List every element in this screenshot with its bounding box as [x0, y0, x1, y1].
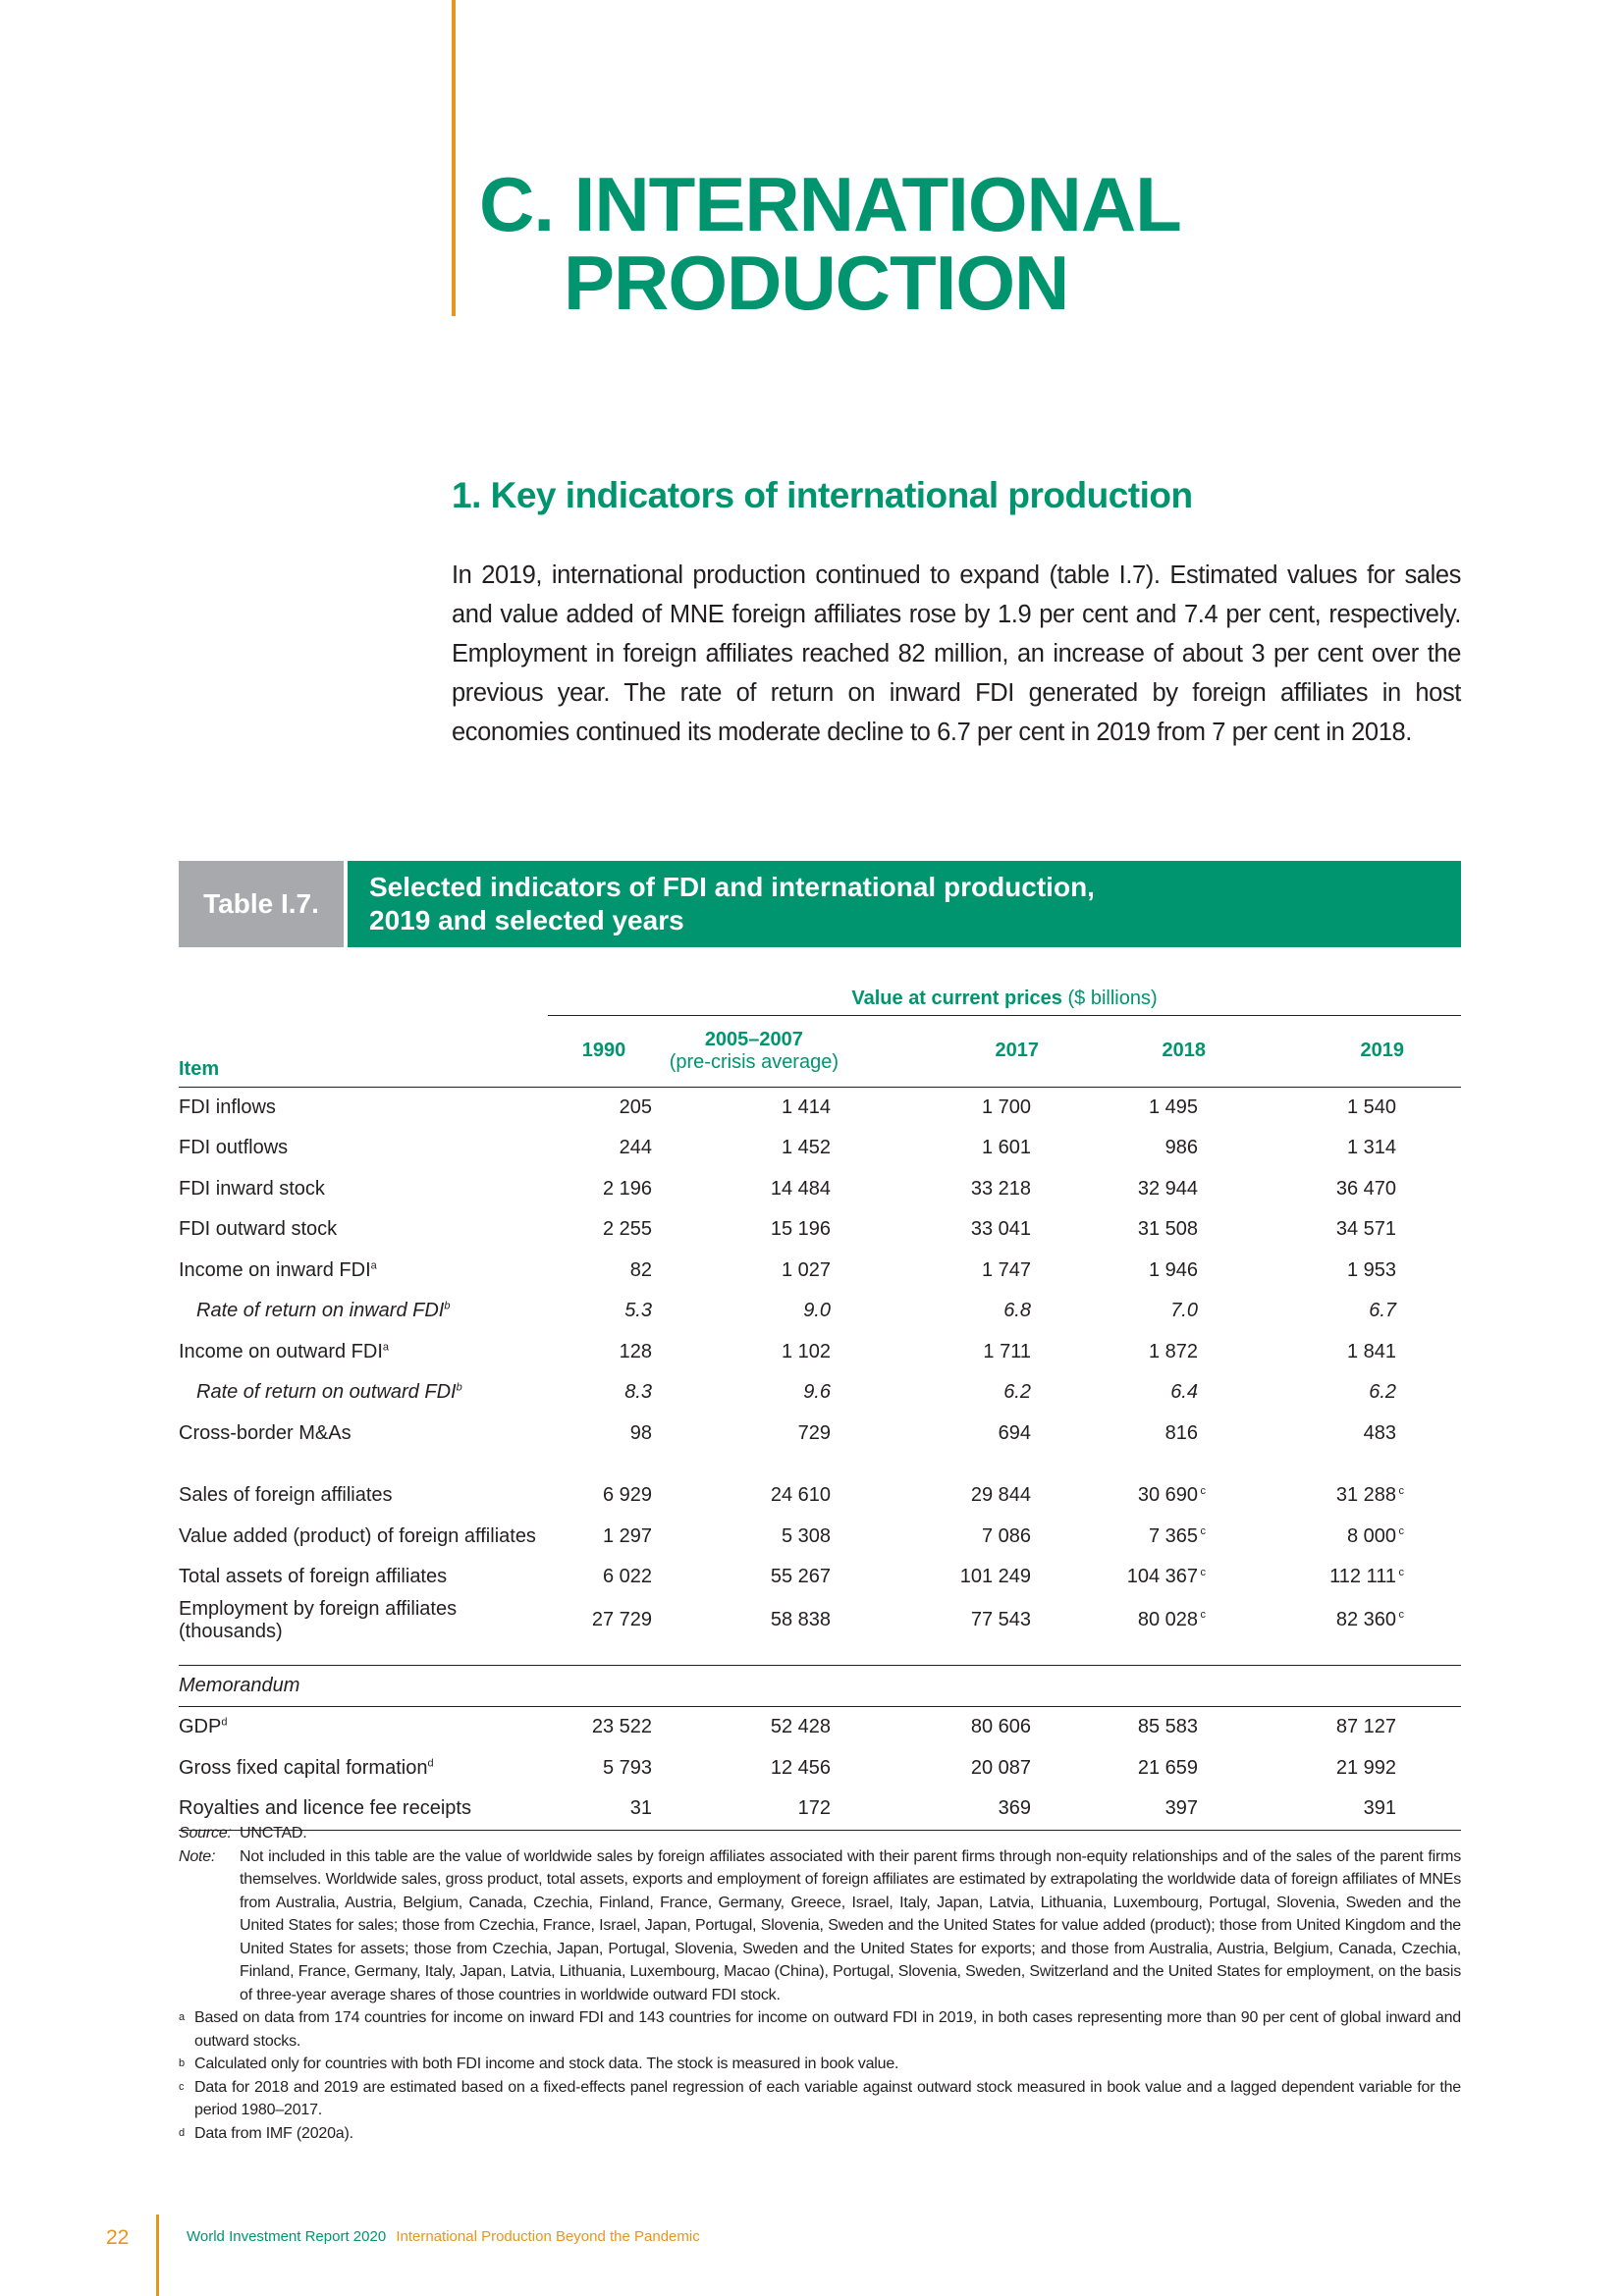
table-row [179, 1517, 1461, 1558]
chapter-title-line2: PRODUCTION [564, 240, 1069, 326]
intro-paragraph: In 2019, international production continued to expand (table I.7). Estimated values for sales and value added of MNE foreign affiliates rose by 1.9 per cent and 7.4 per cent, respectively. Employment in foreign affiliates reached 82 million, an increase of about 3 per cent over the previous year. The rate of return on inward FDI generated by foreign affiliates in host economies continued its moderate decline to 6.7 per cent in 2019 from 7 per cent in 2018. [452, 561, 1461, 746]
value-cell: 1 027 [781, 1258, 831, 1281]
row-label: Cross-border M&As [179, 1421, 352, 1444]
publication-subtitle: International Production Beyond the Pandemic [396, 2228, 700, 2245]
row-label: Rate of return on outward FDI$^b$ [196, 1381, 462, 1404]
value-cell: 8 000 c [1346, 1524, 1405, 1547]
value-cell: 55 267 [770, 1566, 831, 1588]
value-cell: 1 314 [1346, 1137, 1397, 1159]
value-cell: 1 540 [1346, 1095, 1397, 1118]
value-cell: 1 946 [1148, 1258, 1198, 1281]
table-row [179, 1557, 1461, 1598]
value-cell: 172 [660, 1789, 839, 1830]
table-row [179, 1665, 1461, 1707]
footnote: b Calculated only for countries with both FDI income and stock data. The stock is measured in book value. [179, 2056, 899, 2072]
table-row [179, 1087, 1461, 1128]
col-header-2005-2007: 2005–2007 (pre-crisis average) [660, 1016, 839, 1088]
col-header-2017: 2017 [839, 1016, 1053, 1088]
value-cell: 9.0 [803, 1300, 831, 1322]
value-cell: 112 111 c [1329, 1566, 1405, 1588]
source-note: Source: UNCTAD. [179, 1825, 307, 1842]
value-cell: 205 [619, 1095, 652, 1118]
value-cell: 87 127 [1335, 1716, 1397, 1738]
value-cell: 369 [839, 1789, 1053, 1830]
value-cell: 85 583 [1137, 1716, 1198, 1738]
table-label: Table I.7. [179, 861, 344, 947]
row-label: FDI inflows [179, 1095, 276, 1118]
footnotes [179, 2006, 1461, 2145]
value-cell: 98 [629, 1421, 652, 1444]
general-note: Note: Not included in this table are the value of worldwide sales by foreign affiliates associated with their parent firms through non-equity relationships and of the sales of the parent firms themselves. Worldwide sales, gross product, total assets, exports and employment of foreign affiliates are estimated by extrapolating the worldwide data of foreign affiliates of MNEs from Australia, Austria, Belgium, Canada, Czechia, Finland, France, Germany, Greece, Israel, Italy, Japan, Latvia, Lithuania, Luxembourg, Portugal, Slovenia, Sweden and the United States for sales; those from Czechia, France, Israel, Japan, Portugal, Slovenia, Sweden and the United States for value added (product); those from United Kingdom and the United States for assets; those from Czechia, Japan, Portugal, Slovenia, Sweden and the United States for exports; and those from Australia, Austria, Belgium, Canada, Czechia, Finland, France, Germany, Italy, Japan, Latvia, Lithuania, Luxembourg, Macao (China), Portugal, Slovenia, Sweden, Switzerland and the United States for employment, on the basis of three-year average shares of those countries in worldwide outward FDI stock. [179, 1847, 1461, 2003]
footnote-mark: d [221, 1716, 228, 1729]
value-cell: 82 360 c [1335, 1609, 1405, 1630]
value-cell: 5 793 [602, 1756, 652, 1779]
memorandum-label: Memorandum [179, 1665, 1461, 1707]
col-header-1990: 1990 [548, 1016, 660, 1088]
value-cell: 6.2 [1003, 1381, 1031, 1404]
value-cell: 31 508 [1137, 1218, 1198, 1241]
value-cell: 82 [629, 1258, 652, 1281]
row-label: FDI inward stock [179, 1177, 325, 1200]
value-group-header: Value at current prices ($ billions) [548, 982, 1461, 1016]
value-cell: 21 992 [1335, 1756, 1397, 1779]
value-cell: 33 218 [970, 1177, 1031, 1200]
value-cell: 6 929 [602, 1484, 652, 1507]
row-label: GDP$^d$ [179, 1716, 228, 1738]
value-cell: 20 087 [970, 1756, 1031, 1779]
chapter-accent-bar [452, 0, 456, 316]
value-cell: 32 944 [1137, 1177, 1198, 1200]
footnote-mark: b [456, 1381, 462, 1394]
row-spacer [179, 1454, 1461, 1475]
value-cell: 6.2 [1369, 1381, 1397, 1404]
value-cell: 1 601 [981, 1137, 1031, 1159]
value-cell: 816 [1164, 1421, 1198, 1444]
page-number: 22 [106, 2226, 130, 2249]
value-cell: 483 [1363, 1421, 1397, 1444]
chapter-title-line1: C. INTERNATIONAL [479, 161, 1181, 247]
table-row [179, 1475, 1461, 1517]
value-cell: 5 308 [781, 1524, 831, 1547]
value-cell: 31 [548, 1789, 660, 1830]
row-label: FDI outward stock [179, 1218, 338, 1241]
footnote: d Data from IMF (2020a). [179, 2124, 353, 2142]
value-cell: 397 [1053, 1789, 1223, 1830]
value-cell: 1 414 [781, 1095, 831, 1118]
value-cell: 15 196 [770, 1218, 831, 1241]
value-cell: 12 456 [770, 1756, 831, 1779]
value-cell: 23 522 [591, 1716, 652, 1738]
value-cell: 27 729 [591, 1609, 652, 1630]
indicators-table [179, 982, 1461, 1831]
value-cell: 1 872 [1148, 1340, 1198, 1362]
value-cell: 6.7 [1369, 1300, 1397, 1322]
value-cell: 31 288 c [1335, 1484, 1405, 1507]
value-cell: 7 086 [981, 1524, 1031, 1547]
table-row [179, 1372, 1461, 1414]
row-label: Rate of return on inward FDI$^b$ [196, 1300, 451, 1322]
footnote-mark: a [370, 1259, 377, 1272]
value-cell: 694 [998, 1421, 1031, 1444]
footnote: a Based on data from 174 countries for income on inward FDI and 143 countries for income on outward FDI in 2019, in both cases representing more than 90 per cent of global inward and outward stocks. [179, 2009, 1461, 2050]
value-cell: 2 196 [602, 1177, 652, 1200]
value-cell: 77 543 [970, 1609, 1031, 1630]
row-spacer [179, 1643, 1461, 1666]
value-cell: 1 102 [781, 1340, 831, 1362]
table-caption [348, 861, 1461, 947]
table-caption-line1: Selected indicators of FDI and international production, [369, 872, 1095, 902]
row-label: Sales of foreign affiliates [179, 1484, 393, 1507]
value-cell: 1 841 [1346, 1340, 1397, 1362]
value-cell: 80 028 c [1137, 1609, 1206, 1630]
value-cell: 1 747 [981, 1258, 1031, 1281]
row-label: FDI outflows [179, 1137, 289, 1159]
publication-title: World Investment Report 2020 [187, 2228, 387, 2245]
row-label: Total assets of foreign affiliates [179, 1566, 448, 1588]
value-cell: 1 700 [981, 1095, 1031, 1118]
row-label: Employment by foreign affiliates (thousands) [179, 1597, 458, 1642]
table-row [179, 1209, 1461, 1251]
value-cell: 21 659 [1137, 1756, 1198, 1779]
row-label: Gross fixed capital formation$^d$ [179, 1756, 434, 1779]
value-cell: 52 428 [770, 1716, 831, 1738]
footer-accent-bar [156, 2215, 159, 2296]
value-cell: 7.0 [1170, 1300, 1198, 1322]
table-row [179, 1332, 1461, 1373]
footnote-mark: b [444, 1300, 451, 1312]
section-heading: 1. Key indicators of international production [452, 475, 1193, 515]
table-row [179, 1291, 1461, 1332]
value-cell: 6.4 [1170, 1381, 1198, 1404]
table-row [179, 1598, 1461, 1643]
value-cell: 34 571 [1335, 1218, 1397, 1241]
value-cell: 2 255 [602, 1218, 652, 1241]
value-cell: 33 041 [970, 1218, 1031, 1241]
value-cell: 101 249 [959, 1566, 1031, 1588]
table-banner [179, 861, 1461, 947]
footnote: c Data for 2018 and 2019 are estimated based on a fixed-effects panel regression of each variable against outward stock measured in book value and a lagged dependent variable for the period 1980–2017. [179, 2078, 1461, 2118]
value-cell: 5.3 [624, 1300, 652, 1322]
table-row [179, 1251, 1461, 1292]
col-header-2018: 2018 [1053, 1016, 1223, 1088]
value-cell: 1 297 [602, 1524, 652, 1547]
value-cell: 1 495 [1148, 1095, 1198, 1118]
value-cell: 729 [797, 1421, 831, 1444]
value-cell: 29 844 [970, 1484, 1031, 1507]
value-cell: 986 [1164, 1137, 1198, 1159]
table-row [179, 1707, 1461, 1748]
value-cell: 6 022 [602, 1566, 652, 1588]
table-notes [179, 1822, 1461, 2145]
value-cell: 1 452 [781, 1137, 831, 1159]
table-body [179, 1087, 1461, 1830]
row-label: Royalties and licence fee receipts [179, 1789, 548, 1830]
footnote-mark: d [427, 1757, 434, 1770]
row-label: Value added (product) of foreign affiliates [179, 1524, 536, 1547]
value-cell: 8.3 [624, 1381, 652, 1404]
value-cell: 36 470 [1335, 1177, 1397, 1200]
value-cell: 128 [619, 1340, 652, 1362]
chapter-title [479, 161, 1181, 326]
value-cell: 24 610 [770, 1484, 831, 1507]
col-header-2019: 2019 [1223, 1016, 1461, 1088]
table-caption-line2: 2019 and selected years [369, 905, 684, 935]
table-row [179, 1748, 1461, 1789]
value-cell: 9.6 [803, 1381, 831, 1404]
value-cell: 391 [1223, 1789, 1461, 1830]
value-cell: 1 953 [1346, 1258, 1397, 1281]
value-cell: 30 690 c [1137, 1484, 1206, 1507]
table-row [179, 1169, 1461, 1210]
running-footer [187, 2228, 700, 2245]
value-cell: 80 606 [970, 1716, 1031, 1738]
value-cell: 1 711 [983, 1340, 1031, 1362]
row-label: Income on inward FDI$^a$ [179, 1258, 377, 1281]
value-cell: 58 838 [770, 1609, 831, 1630]
value-cell: 7 365 c [1148, 1524, 1206, 1547]
value-cell: 244 [619, 1137, 652, 1159]
value-cell: 6.8 [1003, 1300, 1031, 1322]
value-cell: 104 367 c [1126, 1566, 1206, 1588]
row-label: Income on outward FDI$^a$ [179, 1340, 389, 1362]
item-column-header: Item [179, 1016, 548, 1088]
table-row [179, 1128, 1461, 1169]
footnote-mark: a [382, 1341, 389, 1354]
value-cell: 14 484 [770, 1177, 831, 1200]
table-row [179, 1414, 1461, 1455]
